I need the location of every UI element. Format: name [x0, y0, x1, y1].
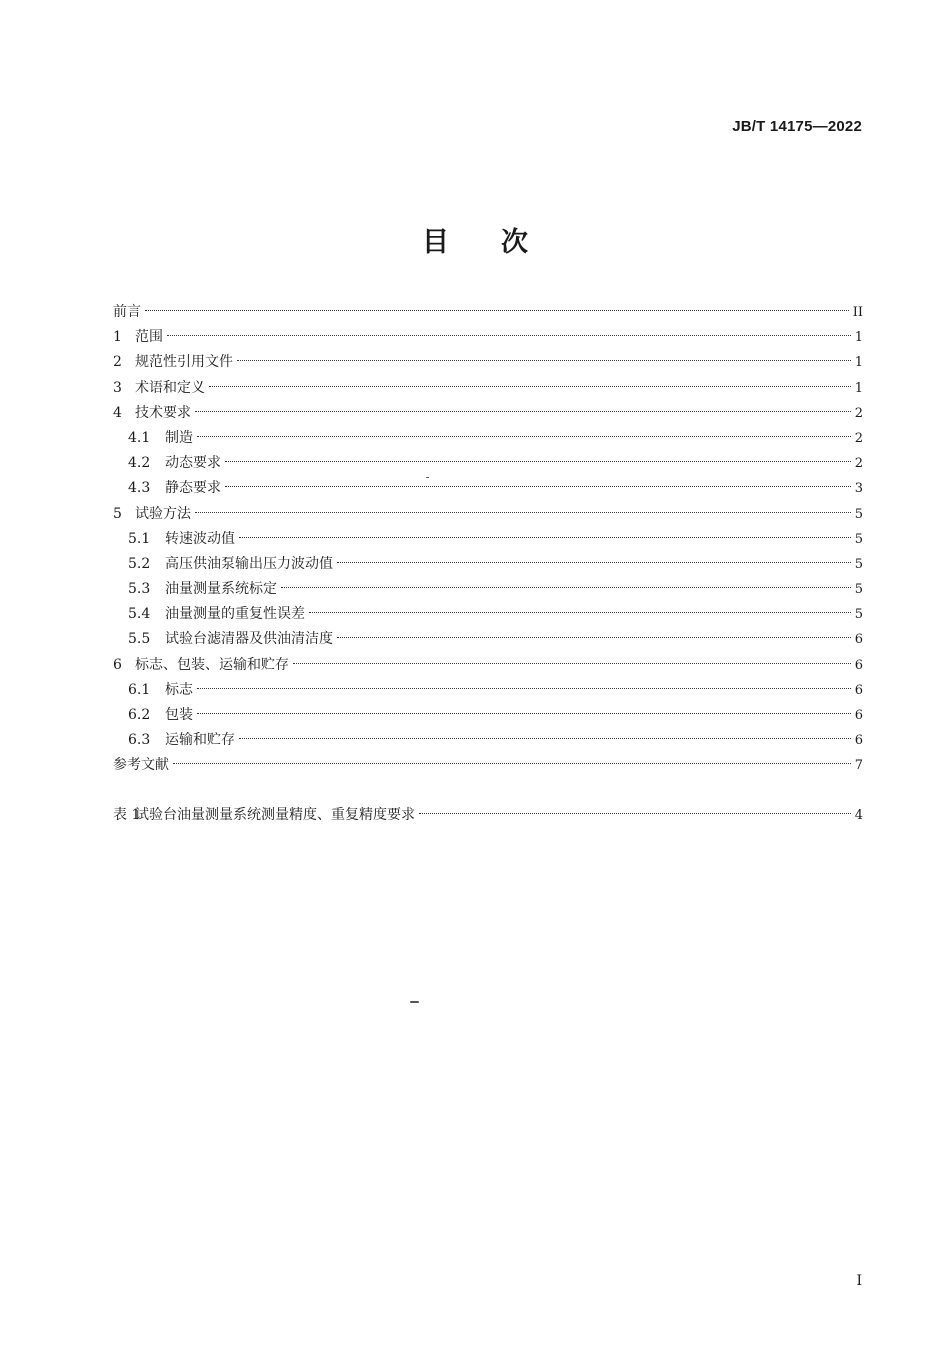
toc-entry[interactable] — [113, 426, 863, 451]
toc-entry-page: 4 — [854, 808, 863, 823]
toc-entry-number: 5.4 — [128, 606, 151, 623]
toc-entry-page: 5 — [854, 531, 863, 547]
toc-entry-number: 5.5 — [128, 631, 151, 648]
toc-entry-page: 5 — [854, 506, 863, 522]
dot-leader — [293, 663, 851, 664]
toc-entry-number: 4.1 — [128, 429, 151, 446]
dot-leader — [209, 386, 851, 387]
dot-leader — [239, 537, 851, 538]
page-number: I — [856, 1273, 862, 1289]
toc-entry-title: 包装 — [165, 707, 193, 723]
dot-leader — [337, 637, 851, 638]
toc-entry-page: 2 — [854, 405, 863, 421]
dot-leader — [419, 813, 851, 814]
toc-entry-title: 油量测量的重复性误差 — [165, 606, 305, 623]
toc-entry-title: 高压供油泵输出压力波动值 — [165, 555, 333, 572]
toc-entry-page: 2 — [854, 456, 863, 472]
toc-entry-title: 规范性引用文件 — [135, 354, 233, 371]
toc-entry-page: 6 — [854, 708, 863, 723]
toc-entry-page: II — [852, 305, 863, 320]
toc-entry[interactable] — [113, 300, 863, 325]
dot-leader — [225, 461, 851, 462]
toc-entry[interactable] — [113, 376, 863, 401]
toc-entry[interactable] — [113, 325, 863, 350]
toc-entry[interactable] — [113, 577, 863, 602]
toc-entry-number: 1 — [113, 329, 122, 346]
toc-entry-page: 6 — [854, 632, 863, 648]
toc-entry-number: 5.3 — [128, 581, 151, 598]
toc-entry-title: 标志、包装、运输和贮存 — [135, 656, 289, 673]
document-code: JB/T 14175—2022 — [732, 118, 862, 135]
toc-entry-title: 试验台滤清器及供油清洁度 — [165, 631, 333, 648]
toc-entry[interactable] — [113, 476, 863, 501]
toc-entry-title: 技术要求 — [135, 404, 191, 421]
toc-entry-page: 6 — [854, 682, 863, 698]
toc-entry-number: 6.3 — [128, 732, 151, 749]
toc-entry[interactable] — [113, 502, 863, 527]
toc-entry-number: 6.2 — [128, 707, 151, 723]
toc-entry[interactable] — [113, 401, 863, 426]
toc-entry-title: 动态要求 — [165, 455, 221, 472]
scan-speck — [410, 1001, 419, 1003]
toc-entry-page: 6 — [854, 657, 863, 673]
list-of-tables — [113, 803, 863, 828]
toc-entry-title: 术语和定义 — [135, 379, 205, 396]
toc-entry-number: 5.2 — [128, 555, 151, 572]
toc-entry-title: 油量测量系统标定 — [165, 581, 277, 598]
toc-entry-page: 5 — [854, 582, 863, 598]
toc-entry-number: 6.1 — [128, 681, 151, 698]
toc-entry-page: 3 — [854, 481, 863, 497]
toc-entry-title: 试验方法 — [135, 505, 191, 522]
dot-leader — [173, 763, 851, 764]
toc-entry[interactable] — [113, 703, 863, 728]
toc-entry-title: 前言 — [113, 304, 141, 320]
toc-entry-number: 4.2 — [128, 455, 151, 472]
toc-entry-number: 2 — [113, 354, 122, 371]
toc-entry-page: 1 — [854, 330, 863, 346]
toc-entry[interactable] — [113, 451, 863, 476]
toc-entry-page: 5 — [854, 556, 863, 572]
dot-leader — [167, 335, 851, 336]
toc-entry-number: 4.3 — [128, 480, 151, 497]
toc-entry-page: 7 — [854, 758, 863, 774]
toc-entry-number: 5 — [113, 505, 122, 522]
toc-entry-number: 4 — [113, 404, 122, 421]
dot-leader — [309, 612, 851, 613]
toc-entry[interactable] — [113, 627, 863, 652]
dot-leader — [237, 360, 851, 361]
toc-entry-title: 运输和贮存 — [165, 732, 235, 749]
toc-entry-page: 6 — [854, 733, 863, 749]
toc-entry-number: 5.1 — [128, 530, 151, 547]
toc-entry-title: 标志 — [165, 681, 193, 698]
toc-entry[interactable] — [113, 753, 863, 778]
dot-leader — [195, 512, 851, 513]
scan-speck — [426, 477, 429, 478]
dot-leader — [195, 411, 851, 412]
toc-entry-page: 2 — [854, 430, 863, 446]
toc-entry-number: 6 — [113, 656, 122, 673]
dot-leader — [197, 713, 851, 714]
toc-entry-title: 范围 — [135, 329, 163, 346]
toc-entry[interactable] — [113, 803, 863, 828]
toc-entry[interactable] — [113, 527, 863, 552]
toc-entry-number: 3 — [113, 379, 122, 396]
toc-entry[interactable] — [113, 350, 863, 375]
toc-entry-title: 静态要求 — [165, 480, 221, 497]
toc-entry-number: 表 1 — [113, 807, 141, 823]
dot-leader — [337, 562, 851, 563]
dot-leader — [197, 436, 851, 437]
dot-leader — [225, 486, 851, 487]
toc-entry-page: 5 — [854, 607, 863, 623]
toc-entry-title: 制造 — [165, 429, 193, 446]
page-title: 目次 — [422, 227, 580, 258]
toc-entry[interactable] — [113, 552, 863, 577]
toc-entry[interactable] — [113, 653, 863, 678]
toc-entry-page: 1 — [854, 355, 863, 371]
toc-entry-title: 试验台油量测量系统测量精度、重复精度要求 — [135, 807, 415, 823]
toc-entry-page: 1 — [854, 380, 863, 396]
dot-leader — [197, 688, 851, 689]
toc-entry[interactable] — [113, 602, 863, 627]
toc-entry-title: 转速波动值 — [165, 530, 235, 547]
toc-entry[interactable] — [113, 728, 863, 753]
dot-leader — [145, 310, 849, 311]
table-of-contents — [113, 300, 863, 779]
dot-leader — [239, 738, 851, 739]
dot-leader — [281, 587, 851, 588]
toc-entry[interactable] — [113, 678, 863, 703]
toc-entry-title: 参考文献 — [113, 757, 169, 774]
